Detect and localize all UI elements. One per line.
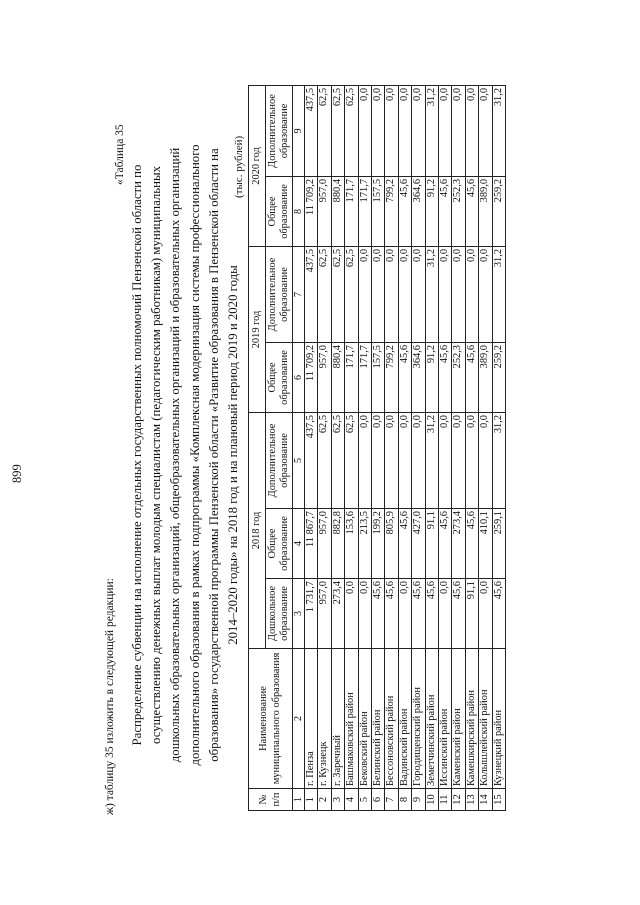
- column-number-cell: 1: [293, 789, 305, 811]
- value-cell: 62,5: [345, 246, 358, 342]
- table-row: [412, 85, 425, 810]
- value-cell: 880,4: [331, 342, 344, 412]
- subvention-table: [248, 85, 506, 811]
- column-number-cell: 2: [293, 649, 305, 789]
- page-number: 899: [10, 464, 24, 483]
- value-cell: 45,6: [465, 342, 478, 412]
- header-2020-general: Общее образование: [266, 176, 293, 246]
- table-row: [345, 85, 358, 810]
- value-cell: 91,2: [425, 342, 438, 412]
- value-cell: 0,0: [452, 85, 465, 176]
- row-number: 11: [439, 789, 452, 811]
- municipality-name: Земетчинский район: [425, 649, 438, 789]
- row-number: 1: [305, 789, 318, 811]
- municipality-name: Колышлейский район: [479, 649, 492, 789]
- value-cell: 62,5: [331, 412, 344, 508]
- municipality-name: Иссинский район: [439, 649, 452, 789]
- column-numbers-row: [293, 85, 305, 810]
- value-cell: 0,0: [398, 579, 411, 649]
- value-cell: 171,7: [358, 342, 371, 412]
- value-cell: 45,6: [385, 579, 398, 649]
- header-year-2018: 2018 год: [249, 412, 266, 648]
- value-cell: 0,0: [479, 85, 492, 176]
- row-number: 6: [372, 789, 385, 811]
- value-cell: 0,0: [385, 85, 398, 176]
- table-row: [358, 85, 371, 810]
- column-number-cell: 4: [293, 509, 305, 579]
- value-cell: 45,6: [465, 509, 478, 579]
- value-cell: 62,5: [345, 412, 358, 508]
- column-number-cell: 9: [293, 85, 305, 176]
- value-cell: 0,0: [439, 579, 452, 649]
- table-row: [372, 85, 385, 810]
- value-cell: 0,0: [372, 412, 385, 508]
- value-cell: 45,6: [398, 509, 411, 579]
- value-cell: 273,4: [452, 509, 465, 579]
- value-cell: 957,0: [318, 342, 331, 412]
- value-cell: 0,0: [439, 85, 452, 176]
- value-cell: 259,1: [492, 509, 505, 579]
- value-cell: 0,0: [358, 246, 371, 342]
- value-cell: 364,6: [412, 176, 425, 246]
- municipality-name: Городищенский район: [412, 649, 425, 789]
- municipality-name: г. Пенза: [305, 649, 318, 789]
- municipality-name: г. Кузнецк: [318, 649, 331, 789]
- header-number: № п/п: [249, 789, 293, 811]
- row-number: 4: [345, 789, 358, 811]
- value-cell: 799,2: [385, 176, 398, 246]
- value-cell: 805,9: [385, 509, 398, 579]
- table-row: [398, 85, 411, 810]
- value-cell: 45,6: [425, 579, 438, 649]
- table-row: [465, 85, 478, 810]
- value-cell: 957,0: [318, 579, 331, 649]
- value-cell: 0,0: [465, 412, 478, 508]
- value-cell: 410,1: [479, 509, 492, 579]
- value-cell: 62,5: [345, 85, 358, 176]
- value-cell: 0,0: [412, 246, 425, 342]
- value-cell: 0,0: [452, 412, 465, 508]
- value-cell: 153,6: [345, 509, 358, 579]
- value-cell: 273,4: [331, 579, 344, 649]
- value-cell: 31,2: [492, 246, 505, 342]
- value-cell: 171,7: [345, 342, 358, 412]
- column-number-cell: 7: [293, 246, 305, 342]
- value-cell: 437,5: [305, 85, 318, 176]
- municipality-name: Кузнецкий район: [492, 649, 505, 789]
- value-cell: 389,0: [479, 342, 492, 412]
- header-year-2019: 2019 год: [249, 246, 266, 412]
- value-cell: 259,2: [492, 176, 505, 246]
- column-number-cell: 6: [293, 342, 305, 412]
- value-cell: 171,7: [358, 176, 371, 246]
- intro-text: ж) таблицу 35 изложить в следующей редакции:: [104, 578, 116, 815]
- value-cell: 0,0: [412, 412, 425, 508]
- value-cell: 0,0: [465, 246, 478, 342]
- row-number: 3: [331, 789, 344, 811]
- value-cell: 62,5: [318, 246, 331, 342]
- value-cell: 0,0: [358, 579, 371, 649]
- municipality-name: Бековский район: [358, 649, 371, 789]
- value-cell: 0,0: [385, 412, 398, 508]
- row-number: 12: [452, 789, 465, 811]
- municipality-name: Каменский район: [452, 649, 465, 789]
- column-number-cell: 5: [293, 412, 305, 508]
- row-number: 2: [318, 789, 331, 811]
- municipality-name: г. Заречный: [331, 649, 344, 789]
- table-row: [331, 85, 344, 810]
- value-cell: 91,1: [425, 509, 438, 579]
- header-year-2020: 2020 год: [249, 85, 266, 246]
- column-number-cell: 8: [293, 176, 305, 246]
- value-cell: 11 867,7: [305, 509, 318, 579]
- row-number: 10: [425, 789, 438, 811]
- value-cell: 0,0: [479, 579, 492, 649]
- header-2018-additional: Дополнительное образование: [266, 412, 293, 508]
- value-cell: 0,0: [385, 246, 398, 342]
- value-cell: 91,1: [465, 579, 478, 649]
- value-cell: 91,2: [425, 176, 438, 246]
- units-label: (тыс. рублей): [233, 135, 245, 198]
- value-cell: 0,0: [412, 85, 425, 176]
- header-municipality: Наименование муниципального образования: [249, 649, 293, 789]
- value-cell: 0,0: [479, 246, 492, 342]
- value-cell: 0,0: [479, 412, 492, 508]
- header-2019-general: Общее образование: [266, 342, 293, 412]
- value-cell: 259,2: [492, 342, 505, 412]
- value-cell: 62,5: [331, 246, 344, 342]
- table-row: [452, 85, 465, 810]
- row-number: 13: [465, 789, 478, 811]
- row-number: 5: [358, 789, 371, 811]
- row-number: 8: [398, 789, 411, 811]
- value-cell: 45,6: [492, 579, 505, 649]
- municipality-name: Камешкирский район: [465, 649, 478, 789]
- value-cell: 0,0: [345, 579, 358, 649]
- value-cell: 1 731,7: [305, 579, 318, 649]
- value-cell: 0,0: [358, 412, 371, 508]
- value-cell: 45,6: [439, 342, 452, 412]
- value-cell: 0,0: [372, 246, 385, 342]
- value-cell: 199,2: [372, 509, 385, 579]
- value-cell: 45,6: [372, 579, 385, 649]
- municipality-name: Бессоновский район: [385, 649, 398, 789]
- value-cell: 0,0: [372, 85, 385, 176]
- value-cell: 157,5: [372, 342, 385, 412]
- value-cell: 31,2: [492, 85, 505, 176]
- table-row: [492, 85, 505, 810]
- value-cell: 799,2: [385, 342, 398, 412]
- header-2020-additional: Дополнительное образование: [266, 85, 293, 176]
- value-cell: 45,6: [398, 176, 411, 246]
- header-2019-additional: Дополнительное образование: [266, 246, 293, 342]
- value-cell: 31,2: [425, 246, 438, 342]
- value-cell: 389,0: [479, 176, 492, 246]
- value-cell: 45,6: [465, 176, 478, 246]
- header-2018-general: Общее образование: [266, 509, 293, 579]
- table-row: [385, 85, 398, 810]
- row-number: 9: [412, 789, 425, 811]
- municipality-name: Башмаковский район: [345, 649, 358, 789]
- column-number-cell: 3: [293, 579, 305, 649]
- value-cell: 0,0: [398, 412, 411, 508]
- row-number: 15: [492, 789, 505, 811]
- municipality-name: Белинский район: [372, 649, 385, 789]
- value-cell: 252,3: [452, 176, 465, 246]
- table-row: [305, 85, 318, 810]
- value-cell: 45,6: [439, 176, 452, 246]
- value-cell: 880,4: [331, 176, 344, 246]
- value-cell: 364,6: [412, 342, 425, 412]
- row-number: 7: [385, 789, 398, 811]
- value-cell: 171,7: [345, 176, 358, 246]
- table-row: [318, 85, 331, 810]
- value-cell: 0,0: [452, 246, 465, 342]
- value-cell: 62,5: [318, 412, 331, 508]
- value-cell: 437,5: [305, 412, 318, 508]
- value-cell: 0,0: [465, 85, 478, 176]
- table-row: [425, 85, 438, 810]
- value-cell: 45,6: [398, 342, 411, 412]
- value-cell: 11 709,2: [305, 176, 318, 246]
- value-cell: 957,0: [318, 509, 331, 579]
- value-cell: 957,0: [318, 176, 331, 246]
- table-reference: «Таблица 35: [114, 124, 126, 185]
- value-cell: 157,5: [372, 176, 385, 246]
- value-cell: 62,5: [318, 85, 331, 176]
- value-cell: 31,2: [425, 412, 438, 508]
- value-cell: 62,5: [331, 85, 344, 176]
- value-cell: 31,2: [425, 85, 438, 176]
- header-2018-preschool: Дошкольное образование: [266, 579, 293, 649]
- value-cell: 31,2: [492, 412, 505, 508]
- value-cell: 0,0: [398, 85, 411, 176]
- table-row: [479, 85, 492, 810]
- value-cell: 0,0: [398, 246, 411, 342]
- value-cell: 0,0: [358, 85, 371, 176]
- value-cell: 882,8: [331, 509, 344, 579]
- value-cell: 0,0: [439, 412, 452, 508]
- value-cell: 45,6: [439, 509, 452, 579]
- value-cell: 0,0: [439, 246, 452, 342]
- table-heading: Распределение субвенции на исполнение отдельных государственных полномочий Пензенской области по осуществлению денежных выплат молодым специалистам (педагогическим работникам) муниципальных дошкольных образовательных организаций, общеобразовательных организаций и образовательных организаций дополнительного образования в рамках подпрограммы «Комплексная модернизация системы профессионального образования» государственной программы Пензенской области «Развитие образования в Пензенской области на 2014–2020 годы» на 2018 год и на плановый период 2019 и 2020 годы: [130, 144, 241, 766]
- value-cell: 427,0: [412, 509, 425, 579]
- value-cell: 45,6: [412, 579, 425, 649]
- table-row: [439, 85, 452, 810]
- value-cell: 213,5: [358, 509, 371, 579]
- value-cell: 45,6: [452, 579, 465, 649]
- municipality-name: Вадинский район: [398, 649, 411, 789]
- value-cell: 252,3: [452, 342, 465, 412]
- value-cell: 437,5: [305, 246, 318, 342]
- row-number: 14: [479, 789, 492, 811]
- value-cell: 11 709,2: [305, 342, 318, 412]
